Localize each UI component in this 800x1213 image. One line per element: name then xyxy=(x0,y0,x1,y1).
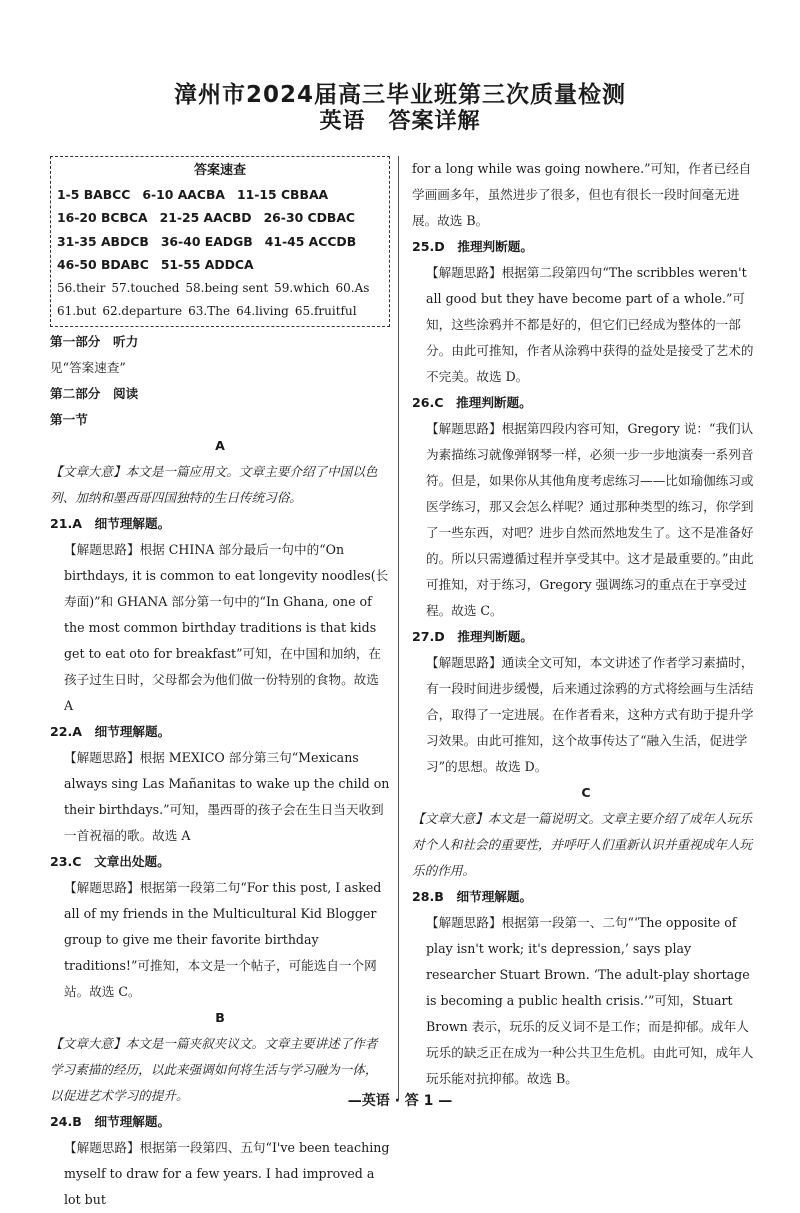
question-explanation: 【解题思路】根据第四段内容可知，Gregory 说：“我们认为素描练习就像弹钢琴一样，必须一步一步地演奏一系列音符。但是，如果你从其他角度考虑练习——比如瑜伽练习或医学练习，那又会怎么样呢？通过那种类型的练习，你学到了一些东西，对吧？进步自然而然地发生了。这不是准备好的。所以只需遵循过程并享受其中。这才是最重要的。”由此可推知，对于练习，Gregory 强调练习的重点在于享受过程。故选 C。 xyxy=(426,421,754,618)
question-explanation: 【解题思路】根据第二段第四句“The scribbles weren't all good but they have become part of a whole.”可知，这些涂鸦并不都是好的，但它们已经成为整体的一部分。由此可推知，作者从涂鸦中获得的益处是接受了艺术的不完美。故选 D。 xyxy=(426,265,754,384)
passage-label: A xyxy=(215,437,225,453)
fill-answer: 65.fruitful xyxy=(294,304,357,318)
answer-row xyxy=(57,183,383,207)
part-heading: 第一部分 听力 xyxy=(50,333,139,349)
fill-answer: 57.touched xyxy=(111,280,180,295)
answer-row xyxy=(57,230,383,254)
answer-group: 36-40 EADGB xyxy=(160,233,253,249)
fill-answer: 56.their xyxy=(57,280,106,295)
fill-answer-row xyxy=(57,300,383,324)
answer-row xyxy=(57,206,383,230)
question-explanation: 【解题思路】根据 CHINA 部分最后一句中的“On birthdays, it is common to eat longevity noodles(长寿面)”和 GHANA 部分第一句中的“In Ghana, one of the most common birthday traditions is that kids get to eat oto for breakfast”可知，在中国和加纳，在孩子过生日时，父母都会为他们做一份特别的食物。故选 A xyxy=(64,541,389,713)
fill-answer: 58.being sent xyxy=(185,280,269,295)
page-subtitle: 英语 答案详解 xyxy=(319,109,481,134)
fill-answer-row xyxy=(57,277,383,301)
part-heading: 第二部分 阅读 xyxy=(50,385,139,401)
question-heading: 24.B 细节理解题。 xyxy=(50,1113,171,1129)
fill-answer: 61.but xyxy=(57,304,97,318)
question-explanation: for a long while was going nowhere.”可知，作者已经自学画画多年，虽然进步了很多，但也有很长一段时间毫无进展。故选 B。 xyxy=(412,161,752,228)
question-heading: 22.A 细节理解题。 xyxy=(50,723,171,739)
answer-group: 11-15 CBBAA xyxy=(237,186,329,202)
column-divider xyxy=(398,156,399,1100)
passage-summary: 【文章大意】本文是一篇说明文。文章主要介绍了成年人玩乐对个人和社会的重要性，并呼吁人们重新认识并重视成年人玩乐的作用。 xyxy=(412,811,753,878)
answer-key-box xyxy=(50,156,390,327)
question-heading: 23.C 文章出处题。 xyxy=(50,853,170,869)
fill-answer: 59.which xyxy=(274,280,330,295)
passage-summary: 【文章大意】本文是一篇应用文。文章主要介绍了中国以色列、加纳和墨西哥四国独特的生日传统习俗。 xyxy=(50,463,378,505)
question-heading: 21.A 细节理解题。 xyxy=(50,515,171,531)
answer-row xyxy=(57,253,383,277)
page-footer: —英语 · 答 1 — xyxy=(347,1093,453,1109)
question-heading: 26.C 推理判断题。 xyxy=(412,395,532,410)
fill-answer: 63.The xyxy=(188,304,231,318)
fill-answer: 60.As xyxy=(335,280,370,295)
question-explanation: 【解题思路】根据第一段第一、二句“‘The opposite of play isn't work; it's depression,’ says play researcher Stuart Brown. ‘The adult-play shortage is becoming a public health crisis.’”可知，Stuart Brown 表示，玩乐的反义词不是工作；而是抑郁。成年人玩乐的缺乏正在成为一种公共卫生危机。由此可知，成年人玩乐能对抗抑郁。故选 B。 xyxy=(426,915,754,1086)
answer-key-title: 答案速查 xyxy=(193,163,246,178)
fill-answer: 64.living xyxy=(236,304,289,318)
passage-summary: 【文章大意】本文是一篇夹叙夹议文。文章主要讲述了作者学习素描的经历，以此来强调如何将生活与学习融为一体，以促进艺术学习的提升。 xyxy=(50,1035,378,1103)
question-heading: 25.D 推理判断题。 xyxy=(412,239,533,254)
answer-group: 31-35 ABDCB xyxy=(57,233,149,249)
answer-group: 16-20 BCBCA xyxy=(57,210,148,225)
fill-answer: 62.departure xyxy=(102,304,183,318)
question-heading: 27.D 推理判断题。 xyxy=(412,629,533,644)
answer-group: 21-25 AACBD xyxy=(159,210,252,225)
question-heading: 28.B 细节理解题。 xyxy=(412,889,533,904)
part-note: 见“答案速查” xyxy=(50,359,126,375)
left-column xyxy=(50,156,390,1213)
section-heading: 第一节 xyxy=(50,411,88,427)
answer-group: 26-30 CDBAC xyxy=(263,210,356,225)
answer-group: 1-5 BABCC xyxy=(57,186,131,202)
answer-group: 6-10 AACBA xyxy=(142,186,226,202)
answer-group: 41-45 ACCDB xyxy=(264,233,357,249)
question-explanation: 【解题思路】根据第一段第四、五句“I've been teaching myself to draw for a few years. I had improved a lot but xyxy=(64,1139,390,1207)
passage-label: C xyxy=(581,785,591,800)
answer-group: 51-55 ADDCA xyxy=(160,257,254,272)
page-title: 漳州市2024届高三毕业班第三次质量检测 xyxy=(173,82,626,108)
question-explanation: 【解题思路】通读全文可知，本文讲述了作者学习素描时，有一段时间进步缓慢，后来通过涂鸦的方式将绘画与生活结合，取得了一定进展。在作者看来，这种方式有助于提升学习效果。由此可推知，这个故事传达了“融入生活，促进学习”的思想。故选 D。 xyxy=(426,655,754,774)
right-column xyxy=(412,156,760,1092)
question-explanation: 【解题思路】根据第一段第二句“For this post, I asked all of my friends in the Multicultural Kid Blogger group to give me their favorite birthday traditions!”可推知，本文是一个帖子，可能选自一个网站。故选 C。 xyxy=(64,879,382,999)
question-explanation: 【解题思路】根据 MEXICO 部分第三句“Mexicans always sing Las Mañanitas to wake up the child on their birthdays.”可知，墨西哥的孩子会在生日当天收到一首祝福的歌。故选 A xyxy=(64,749,390,843)
answer-group: 46-50 BDABC xyxy=(57,257,149,272)
passage-label: B xyxy=(215,1009,225,1025)
